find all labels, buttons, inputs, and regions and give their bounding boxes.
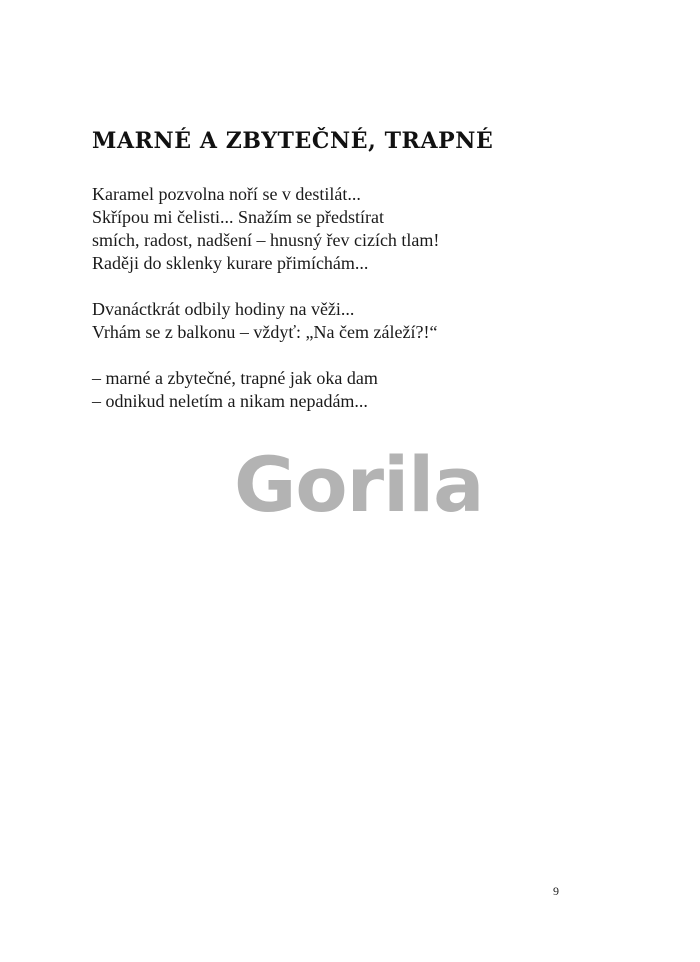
poem-title: MARNÉ A ZBYTEČNÉ, TRAPNÉ <box>92 128 494 154</box>
stanza-1 <box>92 183 439 275</box>
stanza-3 <box>92 367 439 413</box>
verse-line: smích, radost, nadšení – hnusný řev cizích tlam! <box>92 230 440 250</box>
verse-line: Karamel pozvolna noří se v destilát... <box>92 184 361 204</box>
verse-line: – marné a zbytečné, trapné jak oka dam <box>92 368 378 388</box>
gorila-watermark: Gorila <box>234 440 484 529</box>
verse-line: Raději do sklenky kurare přimíchám... <box>92 253 369 273</box>
verse-line: Skřípou mi čelisti... Snažím se předstírat <box>92 207 384 227</box>
poem-body <box>92 183 439 436</box>
stanza-2 <box>92 298 439 344</box>
verse-line: – odnikud neletím a nikam nepadám... <box>92 391 368 411</box>
verse-line: Vrhám se z balkonu – vždyť: „Na čem záleží?!“ <box>92 322 438 342</box>
verse-line: Dvanáctkrát odbily hodiny na věži... <box>92 299 355 319</box>
page-number: 9 <box>553 884 559 898</box>
